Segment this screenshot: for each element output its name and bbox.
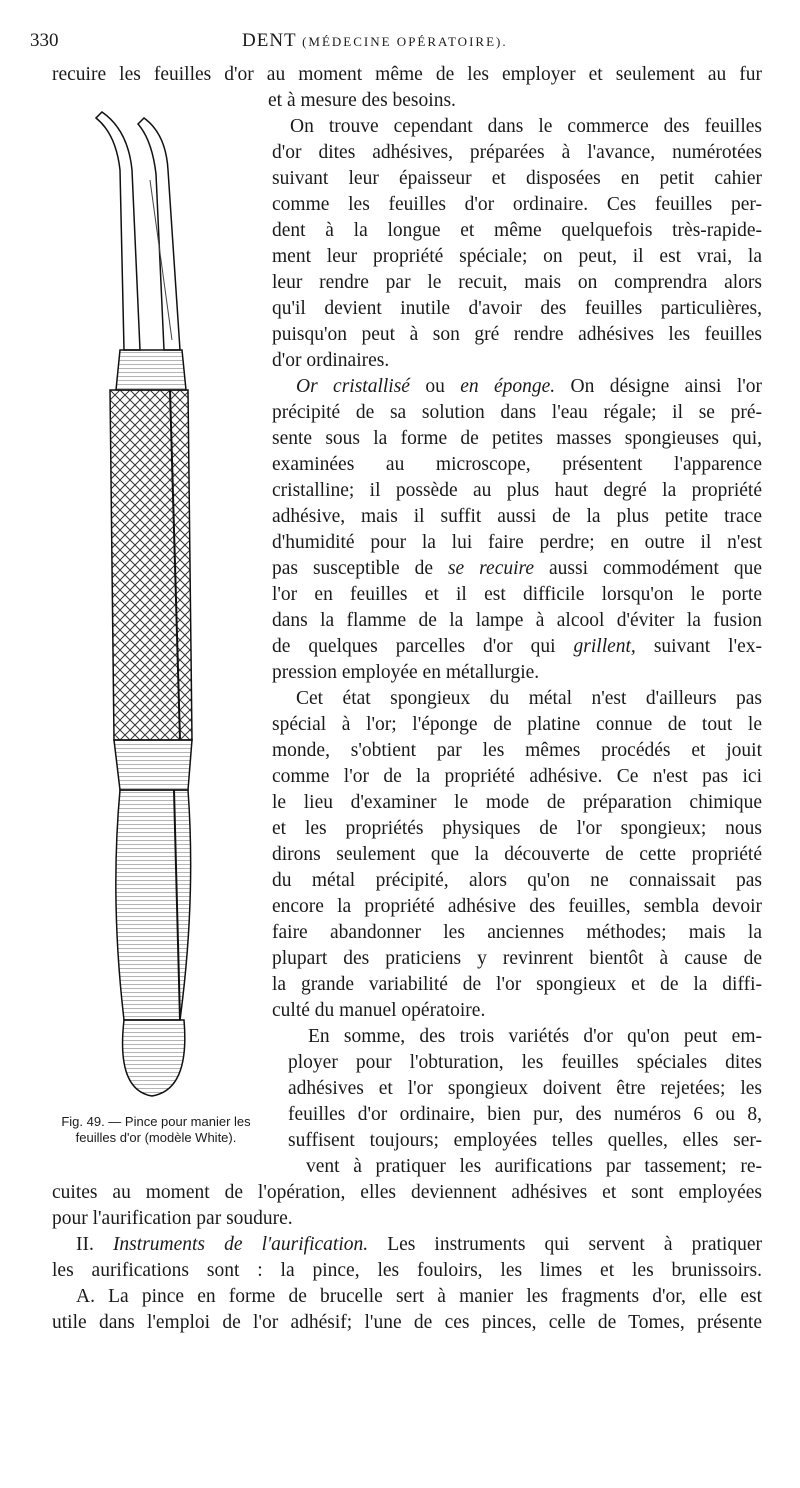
text-line: culté du manuel opératoire. [272,1000,486,1021]
text-line: examinées au microscope, présentent l'apparence [272,454,762,475]
text-line: du métal précipité, alors qu'on ne connaissait pas [272,870,762,891]
text-line: spécial à l'or; l'éponge de platine connue de tout le [272,714,762,735]
italic-term: en éponge. [460,376,556,397]
text-line: comme l'or de la propriété adhésive. Ce n'est pas ici [272,766,762,787]
text-line [272,634,762,660]
text-line: pour l'aurification par soudure. [52,1208,293,1229]
text-line: ployer pour l'obturation, les feuilles spéciales dites [288,1052,762,1073]
text-line: précipité de sa solution dans l'eau régale; il se pré- [272,402,762,423]
text-line: On trouve cependant dans le commerce des feuilles [290,116,762,137]
text-line: dirons seulement que la découverte de cette propriété [272,844,762,865]
text-line: feuilles d'or ordinaire, bien pur, des numéros 6 ou 8, [288,1104,762,1125]
text-line: recuire les feuilles d'or au moment même de les employer et seulement au fur [52,64,762,85]
text-line: d'humidité pour la lui faire perdre; en outre il n'est [272,532,762,553]
text-line: cristalline; il possède au plus haut degré la propriété [272,480,762,501]
figure-caption-line: feuilles d'or (modèle White). [75,1130,237,1145]
text-line [272,556,762,582]
text-line [296,374,762,400]
tweezers-illustration [40,100,272,1110]
text-span: Les instruments qui servent à pratiquer [368,1234,762,1255]
text-line: et à mesure des besoins. [268,90,456,111]
text-line: vent à pratiquer les aurifications par tassement; re- [306,1156,762,1177]
text-line: leur rendre par le recuit, mais on comprendra alors [272,272,762,293]
running-head-subtitle: (MÉDECINE OPÉRATOIRE). [302,34,508,49]
text-span: de quelques parcelles d'or qui [272,636,574,657]
text-span: aussi commodément que [534,558,763,579]
page-number: 330 [30,30,59,51]
italic-term: Or cristallisé [296,376,410,397]
text-line: et les propriétés physiques de l'or spongieux; nous [272,818,762,839]
text-line: cuites au moment de l'opération, elles deviennent adhésives et sont employées [52,1182,762,1203]
text-line: comme les feuilles d'or ordinaire. Ces feuilles per- [272,194,762,215]
text-line: le lieu d'examiner le mode de préparation chimique [272,792,762,813]
text-line: encore la propriété adhésive des feuilles, sembla devoir [272,896,762,917]
text-line: utile dans l'emploi de l'or adhésif; l'une de ces pinces, celle de Tomes, présente [52,1312,762,1333]
text-line: dans la flamme de la lampe à alcool d'éviter la fusion [272,610,762,631]
text-line: sente sous la forme de petites masses spongieuses qui, [272,428,762,449]
text-span: On désigne ainsi l'or [555,376,763,397]
text-line: A. La pince en forme de brucelle sert à manier les fragments d'or, elle est [76,1286,762,1307]
text-line: adhésive, mais il suffit aussi de la plus petite trace [272,506,762,527]
tweezers-drawing [40,100,272,1110]
text-line [76,1232,762,1258]
text-line: En somme, des trois variétés d'or qu'on peut em- [308,1026,762,1047]
text-line: adhésives et l'or spongieux doivent être rejetées; les [288,1078,762,1099]
text-line: suffisent toujours; employées telles quelles, elles ser- [288,1130,762,1151]
text-line: Cet état spongieux du métal n'est d'ailleurs pas [296,688,762,709]
text-line: la grande variabilité de l'or spongieux et de la diffi- [272,974,762,995]
text-line: ment leur propriété spéciale; on peut, il est vrai, la [272,246,762,267]
text-line: d'or dites adhésives, préparées à l'avance, numérotées [272,142,762,163]
figure-caption-line: Fig. 49. — Pince pour manier les [61,1114,251,1129]
text-line: pression employée en métallurgie. [272,662,540,683]
text-line: d'or ordinaires. [272,350,390,371]
text-line: monde, s'obtient par les mêmes procédés et jouit [272,740,762,761]
section-heading: Instruments de l'aurification. [112,1234,369,1255]
italic-term: grillent, [573,636,636,657]
text-line: qu'il devient inutile d'avoir des feuilles particulières, [272,298,762,319]
figure-caption [40,1114,272,1146]
text-span: ou [409,376,461,397]
running-head-title: DENT [242,30,297,51]
text-line: faire abandonner les anciennes méthodes; mais la [272,922,762,943]
text-line: plupart des praticiens y revinrent bientôt à cause de [272,948,762,969]
text-span: II. [76,1234,113,1255]
text-line: suivant leur épaisseur et disposées en petit cahier [272,168,762,189]
text-line: l'or en feuilles et il est difficile lorsqu'on le porte [272,584,762,605]
text-line: les aurifications sont : la pince, les fouloirs, les limes et les brunissoirs. [52,1260,762,1281]
text-span: suivant l'ex- [635,636,762,657]
text-line: dent à la longue et même quelquefois très-rapide- [272,220,762,241]
italic-term: se recuire [447,558,535,579]
running-head [242,30,508,52]
text-line: puisqu'on peut à son gré rendre adhésives les feuilles [272,324,762,345]
text-span: pas susceptible de [272,558,448,579]
